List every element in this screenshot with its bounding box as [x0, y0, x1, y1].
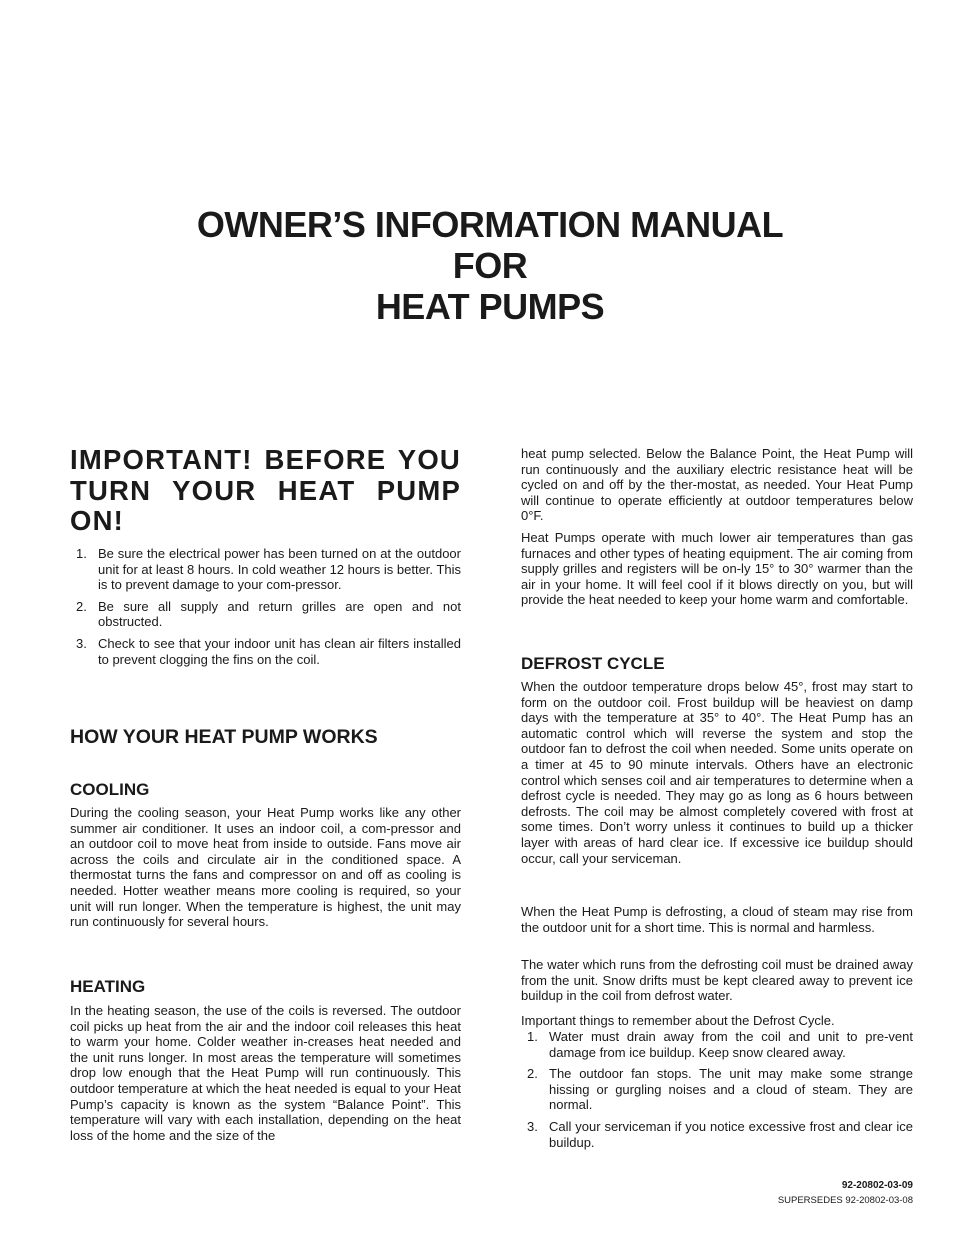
list-item-text: Be sure all supply and return grilles are open and not obstructed.: [98, 598, 461, 630]
defrost-paragraph-2: When the Heat Pump is defrosting, a cloud of steam may rise from the outdoor unit for a short time. This is normal and harmless.: [521, 904, 913, 935]
important-heading: IMPORTANT! BEFORE YOU TURN YOUR HEAT PUMP ON!: [70, 444, 461, 536]
heating-paragraph: In the heating season, the use of the coils is reversed. The outdoor coil picks up heat from the air and the indoor coil releases this heat to warm your home. Colder weather in-creases heat needed and the unit runs longer. In most areas the temperature will sometimes drop low enough that the Heat Pump will run continuously. This outdoor temperature at which the heat needed is equal to your Heat Pump’s capacity is known as the system “Balance Point”. This temperature will vary with each installation, depending on the heat loss of the home and the size of the: [70, 1003, 461, 1143]
list-item-text: The outdoor fan stops. The unit may make some strange hissing or gurgling noises and a cloud of steam. They are normal.: [549, 1066, 913, 1113]
list-item: [70, 546, 461, 593]
list-item: [70, 636, 461, 667]
title-line-1: OWNER’S INFORMATION MANUAL: [196, 204, 784, 245]
defrost-list-intro: Important things to remember about the Defrost Cycle.: [521, 1013, 835, 1028]
important-list: [70, 546, 461, 667]
list-item: [521, 1119, 913, 1150]
document-number: 92-20802-03-09: [841, 1180, 913, 1191]
list-item-text: Water must drain away from the coil and unit to pre-vent damage from ice buildup. Keep snow cleared away.: [549, 1029, 913, 1060]
title-line-2: FOR: [452, 245, 528, 286]
list-item-number: 3.: [527, 1118, 538, 1134]
defrost-heading: DEFROST CYCLE: [521, 654, 665, 673]
list-item-number: 1.: [527, 1029, 538, 1044]
cooling-paragraph: During the cooling season, your Heat Pump works like any other summer air conditioner. It uses an indoor coil, a com-pressor and an outdoor coil to move heat from inside to outside. Fans move air across the coils and circulate air in the conditioned space. A thermostat turns the fans and compressor on and off as cooling is needed. Hotter weather means more cooling is required, so your unit will run longer. When the temperature is highest, the unit may run continuously for several hours.: [70, 805, 461, 930]
document-title: [0, 204, 954, 327]
heating-paragraph-2: Heat Pumps operate with much lower air temperatures than gas furnaces and other types of heating equipment. The air coming from supply grilles and registers will be on-ly 15° to 30° warmer than the air in your home. It will feel cool if it blows directly on you, but will provide the heat needed to keep your home warm and comfortable.: [521, 530, 913, 608]
list-item: [521, 1029, 913, 1060]
defrost-list: [521, 1029, 913, 1150]
list-item: [521, 1066, 913, 1113]
defrost-paragraph-3: The water which runs from the defrosting coil must be drained away from the unit. Snow drifts must be kept cleared away to prevent ice buildup in the coil from defrost water.: [521, 957, 913, 1004]
list-item: [70, 599, 461, 630]
heating-heading: HEATING: [70, 977, 146, 996]
list-item-number: 1.: [76, 546, 87, 561]
list-item-text: Be sure the electrical power has been turned on at the outdoor unit for at least 8 hours. In cold weather 12 hours is better. This is to prevent damage to your com-pressor.: [98, 546, 461, 593]
supersedes-note: SUPERSEDES 92-20802-03-08: [777, 1195, 913, 1206]
cooling-heading: COOLING: [70, 780, 150, 799]
list-item-text: Check to see that your indoor unit has clean air filters installed to prevent clogging the fins on the coil.: [98, 635, 461, 667]
list-item-number: 3.: [76, 635, 87, 651]
heating-paragraph-continued: heat pump selected. Below the Balance Point, the Heat Pump will run continuously and the auxiliary electric resistance heat will be cycled on and off by the ther-mostat, as needed. Your Heat Pump will continue to operate efficiently at outdoor temperatures below 0°F.: [521, 446, 913, 524]
list-item-number: 2.: [76, 598, 87, 614]
defrost-paragraph-1: When the outdoor temperature drops below 45°, frost may start to form on the outdoor coil. Frost buildup will be heaviest on damp days with the temperature at 35° to 40°. The Heat Pump has an automatic control which will reverse the system and stop the outdoor fan to defrost the coil when needed. Some units operate on a timer at 45 to 90 minute intervals. Others have an electronic control which senses coil and air temperatures to determine when a defrost cycle is needed. They may go as long as 6 hours between defrosts. The coil may be almost completely covered with frost at some times. Don’t worry unless it continues to build up a thicker layer with areas of hard clear ice. If excessive ice buildup should occur, call your serviceman.: [521, 679, 913, 866]
list-item-number: 2.: [527, 1066, 538, 1082]
title-line-3: HEAT PUMPS: [375, 286, 605, 327]
list-item-text: Call your serviceman if you notice excessive frost and clear ice buildup.: [549, 1118, 913, 1150]
how-it-works-heading: HOW YOUR HEAT PUMP WORKS: [70, 726, 378, 748]
